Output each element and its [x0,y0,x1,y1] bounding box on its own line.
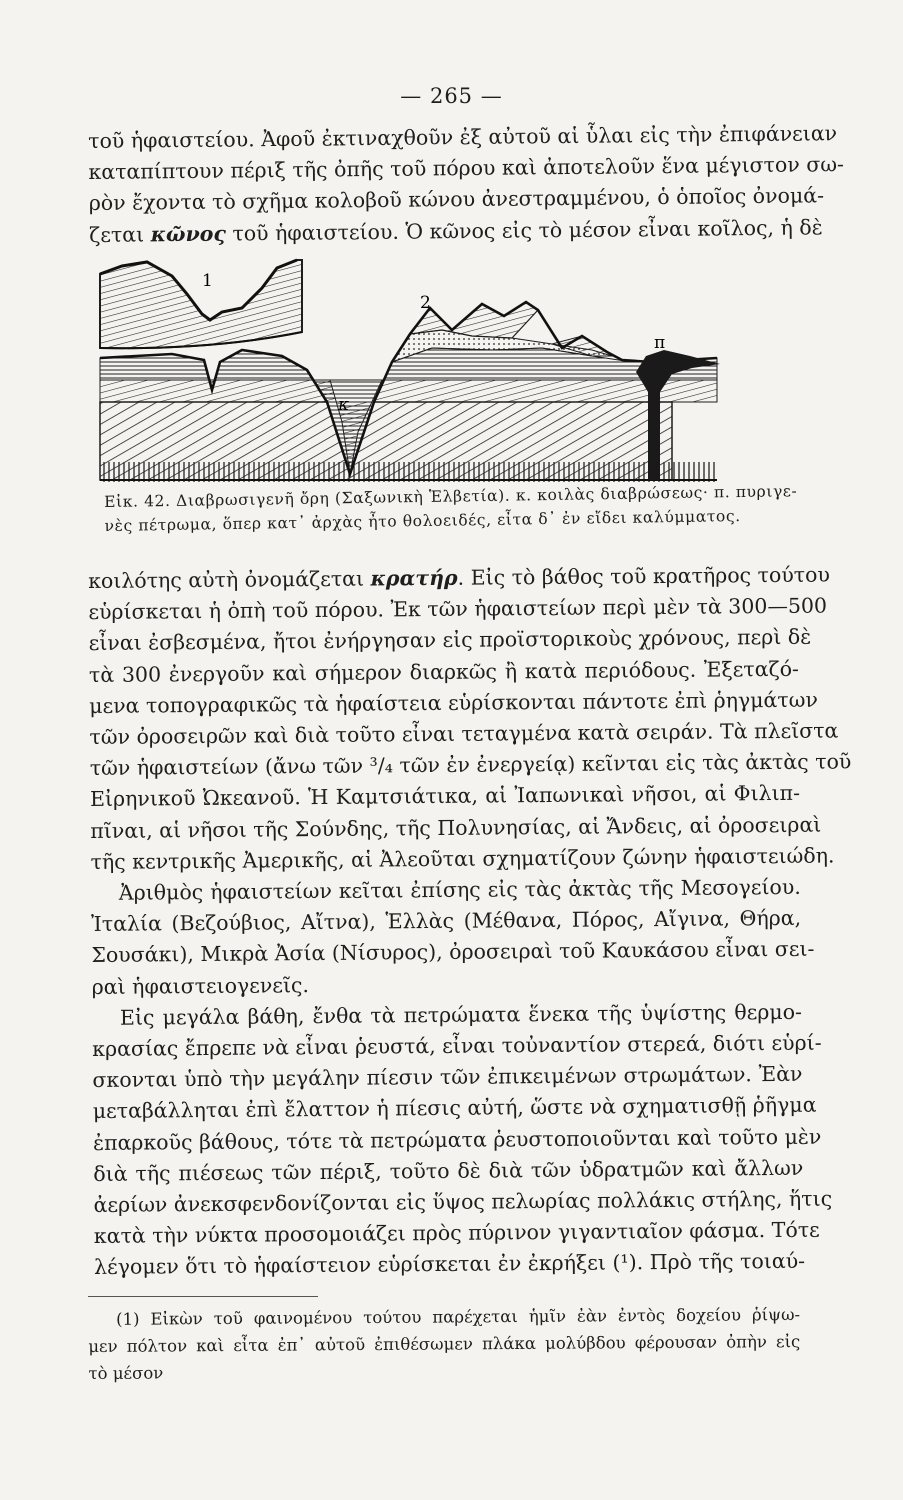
erosion-mountains-figure [92,252,722,492]
text-line: τοῦ ἡφαιστείου. Ἀφοῦ ἐκτιναχθοῦν ἐξ αὐτοῦ αἱ ὗλαι εἰς τὴν ἐπιφάνειαν [88,121,838,153]
text-line: εὑρίσκεται ἡ ὀπὴ τοῦ πόρου. Ἐκ τῶν ἡφαιστείων περὶ μὲν τὰ 300—500 [88,593,828,625]
footnote-line: (1) Εἰκὼν τοῦ φαινομένου τούτου παρέχεται ἡμῖν ἐὰν ἐντὸς δοχείου ῥίψω- [116,1305,801,1329]
text-line: λέγομεν ὅτι τὸ ἡφαίστειον εὑρίσκεται ἐν ἐκρήξει (¹). Πρὸ τῆς τοιαύ- [94,1249,806,1280]
text-line: εἶναι ἐσβεσμένα, ἤτοι ἐνήργησαν εἰς προϊστορικοὺς χρόνους, περὶ δὲ [88,625,812,656]
text-run: ζεται [89,221,151,247]
term-konos: κῶνος [150,221,227,246]
figure-caption [104,480,798,538]
inset-profile [100,260,302,348]
text-line: πῖναι, αἱ νῆσοι τῆς Σούνδης, τῆς Πολυνησίας, αἱ Ἄνδεις, αἱ ὀροσειραὶ [90,812,822,843]
figure-label-1: 1 [202,271,213,291]
text-line: Σουσάκι), Μικρὰ Ἀσία (Νίσυρος), ὀροσειραὶ τοῦ Καυκάσου εἶναι σει- [91,937,815,968]
text-line: Εἰς μεγάλα βάθη, ἔνθα τὰ πετρώματα ἕνεκα τῆς ὑψίστης θερμο- [119,999,803,1030]
page-number: — 265 — [400,84,503,108]
text-line: τὰ 300 ἐνεργοῦν καὶ σήμερον διαρκῶς ἢ κατὰ περιόδους. Ἐξεταζό- [88,656,800,687]
caption-line: Εἰκ. 42. Διαβρωσιγενῆ ὄρη (Σαξωνικὴ Ἑλβετία). κ. κοιλὰς διαβρώσεως· π. πυριγε- [104,482,798,511]
text-line: σκονται ὑπὸ τὴν μεγάλην πίεσιν τῶν ἐπικειμένων στρωμάτων. Ἐὰν [92,1062,803,1093]
text-run: τοῦ ἡφαιστείου. Ὁ κῶνος εἰς τὸ μέσον εἶναι κοῖλος, ἡ δὲ [225,214,823,246]
text-line: μενα τοπογραφικῶς τὰ ἡφαίστεια εὑρίσκονται πάντοτε ἐπὶ ῥηγμάτων [89,687,818,718]
text-line: Ἰταλία (Βεζούβιος, Αἴτνα), Ἑλλὰς (Μέθανα, Πόρος, Αἴγινα, Θήρα, [91,906,802,937]
figure-label-p: π [654,333,666,353]
footnote-line: τὸ μέσον [88,1363,164,1383]
text-line: ἐπαρκοῦς βάθους, τότε τὰ πετρώματα ῥευστοποιοῦνται καὶ τοῦτο μὲν [92,1124,822,1155]
text-line: τῶν ἡφαιστείων (ἄνω τῶν ³/₄ τῶν ἐν ἐνεργείᾳ) κεῖνται εἰς τὰς ἀκτὰς τοῦ [89,749,852,781]
footnote-divider [88,1296,318,1297]
footnote [88,1301,801,1387]
text-line: τῶν ὀροσειρῶν καὶ διὰ τοῦτο εἶναι τεταγμένα κατὰ σειράν. Τὰ πλεῖστα [89,718,839,750]
caption-line: νὲς πέτρωμα, ὅπερ κατ᾽ ἀρχὰς ἦτο θολοειδές, εἶτα δ᾽ ἐν εἴδει καλύμματος. [104,507,741,535]
text-line [89,212,823,251]
paragraph-crater [88,560,852,1284]
text-run: κοιλότης αὐτὴ ὀνομάζεται [88,566,371,593]
text-line: διὰ τῆς πιέσεως τῶν πέριξ, τοῦτο δὲ διὰ τῶν ὑδρατμῶν καὶ ἄλλων [93,1155,804,1186]
text-line: κατὰ τὴν νύκτα προσομοιάζει πρὸς πύρινον γιγαντιαῖον φάσμα. Τότε [93,1217,820,1249]
figure-label-k: κ [338,395,350,415]
term-krater: κρατήρ [370,565,458,591]
footnote-line: μεν πόλτον καὶ εἶτα ἐπ᾽ αὐτοῦ ἐπιθέσωμεν πλάκα μολύβδου φέρουσαν ὀπὴν εἰς [88,1332,801,1356]
figure-label-2: 2 [420,293,431,313]
text-line: μεταβάλληται ἐπὶ ἔλαττον ἡ πίεσις αὐτή, ὥστε νὰ σχηματισθῇ ῥῆγμα [92,1093,817,1124]
text-line: ραὶ ἡφαιστειογενεῖς. [91,972,310,999]
text-line: καταπίπτουν πέριξ τῆς ὀπῆς τοῦ πόρου καὶ ἀποτελοῦν ἕνα μέγιστον σω- [88,152,845,185]
text-line: ἀερίων ἀνεκσφενδονίζονται εἰς ὕψος πελωρίας πολλάκις στήλης, ἥτις [93,1186,833,1218]
text-run: . Εἰς τὸ βάθος τοῦ κρατῆρος τούτου [457,562,831,590]
text-line: τῆς κεντρικῆς Ἀμερικῆς, αἱ Ἀλεοῦται σχηματίζουν ζώνην ἡφαιστειώδη. [90,843,835,874]
text-line: Ἀριθμὸς ἡφαιστείων κεῖται ἐπίσης εἰς τὰς ἀκτὰς τῆς Μεσογείου. [118,874,801,905]
text-line: Εἰρηνικοῦ Ὠκεανοῦ. Ἡ Καμτσιάτικα, αἱ Ἰαπωνικαὶ νῆσοι, αἱ Φιλιπ- [89,781,801,812]
paragraph-cone [88,119,845,251]
text-line: κρασίας ἔπρεπε νὰ εἶναι ῥευστά, εἶναι τοὐναντίον στερεά, διότι εὑρί- [92,1030,822,1062]
text-line: ρὸν ἔχοντα τὸ σχῆμα κολοβοῦ κώνου ἀνεστραμμένου, ὁ ὁποῖος ὀνομά- [88,183,825,216]
